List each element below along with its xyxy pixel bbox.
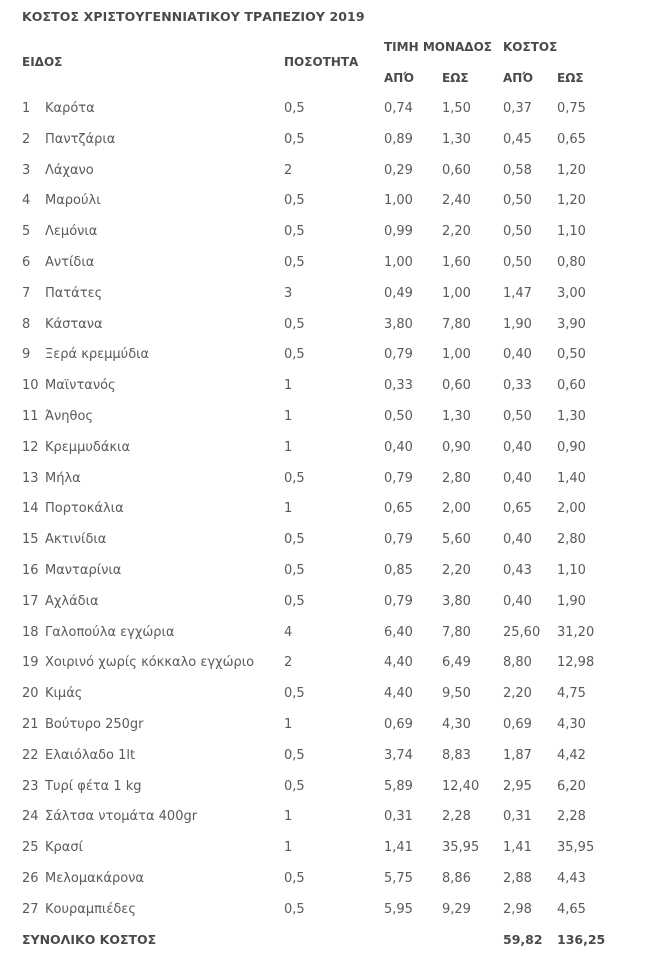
table-row <box>0 247 663 278</box>
cost-from: 0,50 <box>503 409 532 424</box>
cost-from: 25,60 <box>503 624 541 640</box>
cost-to: 1,90 <box>557 593 586 609</box>
header-unit-price: ΤΙΜΗ ΜΟΝΑΔΟΣ <box>384 40 492 54</box>
table-row <box>0 832 663 863</box>
item-name: Κουραμπιέδες <box>45 901 136 917</box>
header-item: ΕΙΔΟΣ <box>22 55 63 69</box>
item-name: Μαρούλι <box>45 193 101 209</box>
cost-from: 8,80 <box>503 655 532 671</box>
item-name: Λάχανο <box>45 162 94 178</box>
unit-price-to: 2,80 <box>442 470 471 486</box>
cost-to: 2,28 <box>557 809 586 825</box>
unit-price-to: 3,80 <box>442 593 471 609</box>
row-number: 20 <box>22 686 39 702</box>
unit-price-from: 3,80 <box>384 316 413 332</box>
unit-price-to: 2,40 <box>442 193 471 209</box>
cost-to: 4,65 <box>557 901 586 917</box>
table-row <box>0 863 663 894</box>
cost-to: 6,20 <box>557 778 586 794</box>
item-quantity: 1 <box>284 840 293 856</box>
table-row <box>0 309 663 340</box>
item-name: Ελαιόλαδο 1lt <box>45 747 136 763</box>
item-quantity: 0,5 <box>284 871 305 886</box>
row-number: 2 <box>22 131 31 147</box>
row-number: 27 <box>22 901 39 917</box>
unit-price-from: 0,49 <box>384 285 413 301</box>
item-name: Αχλάδια <box>45 593 99 609</box>
cost-from: 0,65 <box>503 501 532 517</box>
cost-to: 2,00 <box>557 501 586 517</box>
unit-price-from: 3,74 <box>384 747 413 763</box>
unit-price-to: 2,20 <box>442 224 471 240</box>
cost-to: 1,30 <box>557 409 586 424</box>
unit-price-to: 1,30 <box>442 131 471 147</box>
cost-to: 1,20 <box>557 193 586 209</box>
unit-price-from: 0,65 <box>384 501 413 517</box>
table-row <box>0 771 663 802</box>
item-quantity: 0,5 <box>284 747 305 763</box>
item-name: Παντζάρια <box>45 131 116 147</box>
cost-to: 2,80 <box>557 532 586 548</box>
unit-price-to: 7,80 <box>442 624 471 640</box>
row-number: 22 <box>22 747 39 763</box>
page-title: ΚΟΣΤΟΣ ΧΡΙΣΤΟΥΓΕΝΝΙΑΤΙΚΟΥ ΤΡΑΠΕΖΙΟΥ 2019 <box>22 9 365 24</box>
cost-from: 1,87 <box>503 747 532 763</box>
item-quantity: 0,5 <box>284 778 305 794</box>
item-name: Κάστανα <box>45 316 103 332</box>
unit-price-from: 0,69 <box>384 717 413 732</box>
item-quantity: 1 <box>284 409 293 424</box>
item-quantity: 2 <box>284 655 293 671</box>
cost-from: 0,43 <box>503 563 532 578</box>
total-cost-to: 136,25 <box>557 932 606 947</box>
header-cost-from: ΑΠΌ <box>503 71 534 85</box>
cost-from: 1,90 <box>503 316 532 332</box>
cost-to: 1,10 <box>557 563 586 578</box>
unit-price-from: 0,40 <box>384 439 413 455</box>
total-cost-from: 59,82 <box>503 932 543 947</box>
item-quantity: 0,5 <box>284 347 305 363</box>
cost-from: 0,40 <box>503 439 532 455</box>
item-name: Χοιρινό χωρίς κόκκαλο εγχώριο <box>45 655 255 671</box>
unit-price-from: 1,00 <box>384 193 413 209</box>
row-number: 11 <box>22 409 39 424</box>
header-cost-to: ΕΩΣ <box>557 71 584 85</box>
cost-to: 0,65 <box>557 131 586 147</box>
unit-price-from: 0,29 <box>384 162 413 178</box>
unit-price-from: 0,99 <box>384 224 413 240</box>
item-name: Κρασί <box>45 840 83 856</box>
item-quantity: 1 <box>284 809 293 825</box>
item-name: Άνηθος <box>45 409 94 424</box>
cost-to: 4,30 <box>557 717 586 732</box>
item-name: Πορτοκάλια <box>45 501 124 517</box>
table-row <box>0 678 663 709</box>
item-name: Πατάτες <box>45 285 103 301</box>
cost-to: 31,20 <box>557 624 595 640</box>
table-row <box>0 124 663 155</box>
item-quantity: 0,5 <box>284 255 305 270</box>
item-name: Λεμόνια <box>45 224 98 240</box>
cost-to: 4,75 <box>557 686 586 702</box>
table-row <box>0 524 663 555</box>
cost-from: 0,40 <box>503 470 532 486</box>
unit-price-to: 1,30 <box>442 409 471 424</box>
unit-price-from: 0,50 <box>384 409 413 424</box>
unit-price-from: 0,79 <box>384 347 413 363</box>
total-row <box>0 924 663 955</box>
cost-to: 35,95 <box>557 840 595 856</box>
table-row <box>0 401 663 432</box>
item-name: Κιμάς <box>45 686 83 702</box>
cost-from: 0,58 <box>503 162 532 178</box>
table-row <box>0 216 663 247</box>
unit-price-to: 1,00 <box>442 347 471 363</box>
table-row <box>0 339 663 370</box>
item-name: Αντίδια <box>45 255 95 270</box>
table-row <box>0 740 663 771</box>
unit-price-to: 8,86 <box>442 871 471 886</box>
unit-price-from: 5,95 <box>384 901 413 917</box>
cost-to: 3,90 <box>557 316 586 332</box>
item-quantity: 4 <box>284 624 293 640</box>
table-row <box>0 93 663 124</box>
unit-price-from: 0,89 <box>384 131 413 147</box>
cost-to: 0,75 <box>557 101 586 116</box>
item-name: Κρεμμυδάκια <box>45 439 131 455</box>
cost-from: 1,41 <box>503 840 532 856</box>
cost-to: 1,40 <box>557 470 586 486</box>
unit-price-from: 4,40 <box>384 655 413 671</box>
table-row <box>0 493 663 524</box>
row-number: 3 <box>22 162 31 178</box>
table-row <box>0 370 663 401</box>
item-name: Γαλοπούλα εγχώρια <box>45 624 175 640</box>
unit-price-to: 6,49 <box>442 655 471 671</box>
row-number: 17 <box>22 593 39 609</box>
unit-price-to: 4,30 <box>442 717 471 732</box>
cost-to: 12,98 <box>557 655 595 671</box>
item-quantity: 3 <box>284 285 293 301</box>
row-number: 6 <box>22 255 31 270</box>
table-row <box>0 185 663 216</box>
row-number: 9 <box>22 347 31 363</box>
cost-from: 2,95 <box>503 778 532 794</box>
table-row <box>0 155 663 186</box>
item-quantity: 1 <box>284 501 293 517</box>
cost-from: 0,37 <box>503 101 532 116</box>
row-number: 21 <box>22 717 39 732</box>
row-number: 4 <box>22 193 31 209</box>
cost-from: 2,20 <box>503 686 532 702</box>
unit-price-to: 2,28 <box>442 809 471 825</box>
row-number: 23 <box>22 778 39 794</box>
unit-price-to: 7,80 <box>442 316 471 332</box>
table-row <box>0 555 663 586</box>
header-price-from: ΑΠΌ <box>384 71 415 85</box>
item-quantity: 1 <box>284 378 293 394</box>
table-row <box>0 801 663 832</box>
item-quantity: 1 <box>284 439 293 455</box>
row-number: 18 <box>22 624 39 640</box>
row-number: 25 <box>22 840 39 856</box>
unit-price-from: 0,33 <box>384 378 413 394</box>
unit-price-to: 0,90 <box>442 439 471 455</box>
table-row <box>0 463 663 494</box>
row-number: 12 <box>22 439 39 455</box>
cost-from: 0,40 <box>503 532 532 548</box>
cost-from: 1,47 <box>503 285 532 301</box>
item-name: Μανταρίνια <box>45 563 122 578</box>
item-name: Μελομακάρονα <box>45 871 144 886</box>
cost-from: 0,40 <box>503 347 532 363</box>
row-number: 7 <box>22 285 31 301</box>
item-quantity: 0,5 <box>284 470 305 486</box>
unit-price-to: 0,60 <box>442 378 471 394</box>
cost-to: 0,60 <box>557 378 586 394</box>
cost-from: 0,69 <box>503 717 532 732</box>
header-quantity: ΠΟΣΟΤΗΤΑ <box>284 55 359 69</box>
unit-price-from: 1,00 <box>384 255 413 270</box>
unit-price-from: 1,41 <box>384 840 413 856</box>
unit-price-to: 9,29 <box>442 901 471 917</box>
cost-to: 4,43 <box>557 871 586 886</box>
cost-to: 1,10 <box>557 224 586 240</box>
row-number: 19 <box>22 655 39 671</box>
item-quantity: 0,5 <box>284 532 305 548</box>
item-quantity: 0,5 <box>284 901 305 917</box>
unit-price-from: 0,79 <box>384 593 413 609</box>
row-number: 8 <box>22 316 31 332</box>
item-quantity: 0,5 <box>284 686 305 702</box>
table-row <box>0 278 663 309</box>
unit-price-to: 35,95 <box>442 840 480 856</box>
item-name: Ακτινίδια <box>45 532 107 548</box>
cost-from: 0,50 <box>503 224 532 240</box>
row-number: 15 <box>22 532 39 548</box>
cost-from: 0,31 <box>503 809 532 825</box>
item-name: Μήλα <box>45 470 81 486</box>
row-number: 24 <box>22 809 39 825</box>
row-number: 26 <box>22 871 39 886</box>
cost-to: 0,50 <box>557 347 586 363</box>
item-quantity: 0,5 <box>284 131 305 147</box>
item-quantity: 2 <box>284 162 293 178</box>
cost-from: 0,50 <box>503 255 532 270</box>
table-row <box>0 432 663 463</box>
row-number: 16 <box>22 563 39 578</box>
cost-from: 0,50 <box>503 193 532 209</box>
item-quantity: 0,5 <box>284 224 305 240</box>
cost-from: 0,33 <box>503 378 532 394</box>
row-number: 13 <box>22 470 39 486</box>
cost-to: 0,90 <box>557 439 586 455</box>
total-label: ΣΥΝΟΛΙΚΟ ΚΟΣΤΟΣ <box>22 932 157 947</box>
unit-price-to: 1,60 <box>442 255 471 270</box>
unit-price-to: 1,50 <box>442 101 471 116</box>
unit-price-to: 12,40 <box>442 778 480 794</box>
item-quantity: 0,5 <box>284 193 305 209</box>
header-cost: ΚΟΣΤΟΣ <box>503 40 558 54</box>
unit-price-to: 0,60 <box>442 162 471 178</box>
item-name: Βούτυρο 250gr <box>45 717 144 732</box>
cost-to: 4,42 <box>557 747 586 763</box>
row-number: 10 <box>22 378 39 394</box>
unit-price-from: 0,85 <box>384 563 413 578</box>
cost-to: 0,80 <box>557 255 586 270</box>
table-row <box>0 586 663 617</box>
item-quantity: 0,5 <box>284 563 305 578</box>
unit-price-from: 6,40 <box>384 624 413 640</box>
unit-price-from: 4,40 <box>384 686 413 702</box>
table-row <box>0 894 663 925</box>
unit-price-to: 1,00 <box>442 285 471 301</box>
header-price-to: ΕΩΣ <box>442 71 469 85</box>
cost-from: 0,40 <box>503 593 532 609</box>
item-quantity: 1 <box>284 717 293 732</box>
item-name: Τυρί φέτα 1 kg <box>45 778 142 794</box>
unit-price-from: 5,75 <box>384 871 413 886</box>
cost-from: 0,45 <box>503 131 532 147</box>
unit-price-to: 2,20 <box>442 563 471 578</box>
unit-price-to: 2,00 <box>442 501 471 517</box>
table-row <box>0 647 663 678</box>
table-row <box>0 617 663 648</box>
unit-price-to: 9,50 <box>442 686 471 702</box>
row-number: 5 <box>22 224 31 240</box>
unit-price-from: 0,79 <box>384 470 413 486</box>
item-name: Καρότα <box>45 101 95 116</box>
unit-price-from: 0,31 <box>384 809 413 825</box>
item-quantity: 0,5 <box>284 101 305 116</box>
item-name: Μαϊντανός <box>45 378 116 394</box>
unit-price-from: 0,74 <box>384 101 413 116</box>
unit-price-to: 8,83 <box>442 747 471 763</box>
table-row <box>0 709 663 740</box>
cost-to: 1,20 <box>557 162 586 178</box>
cost-from: 2,98 <box>503 901 532 917</box>
cost-from: 2,88 <box>503 871 532 886</box>
unit-price-from: 0,79 <box>384 532 413 548</box>
row-number: 14 <box>22 501 39 517</box>
unit-price-to: 5,60 <box>442 532 471 548</box>
unit-price-from: 5,89 <box>384 778 413 794</box>
row-number: 1 <box>22 101 31 116</box>
cost-to: 3,00 <box>557 285 586 301</box>
item-name: Ξερά κρεμμύδια <box>45 347 150 363</box>
item-quantity: 0,5 <box>284 316 305 332</box>
item-quantity: 0,5 <box>284 593 305 609</box>
item-name: Σάλτσα ντομάτα 400gr <box>45 809 198 825</box>
